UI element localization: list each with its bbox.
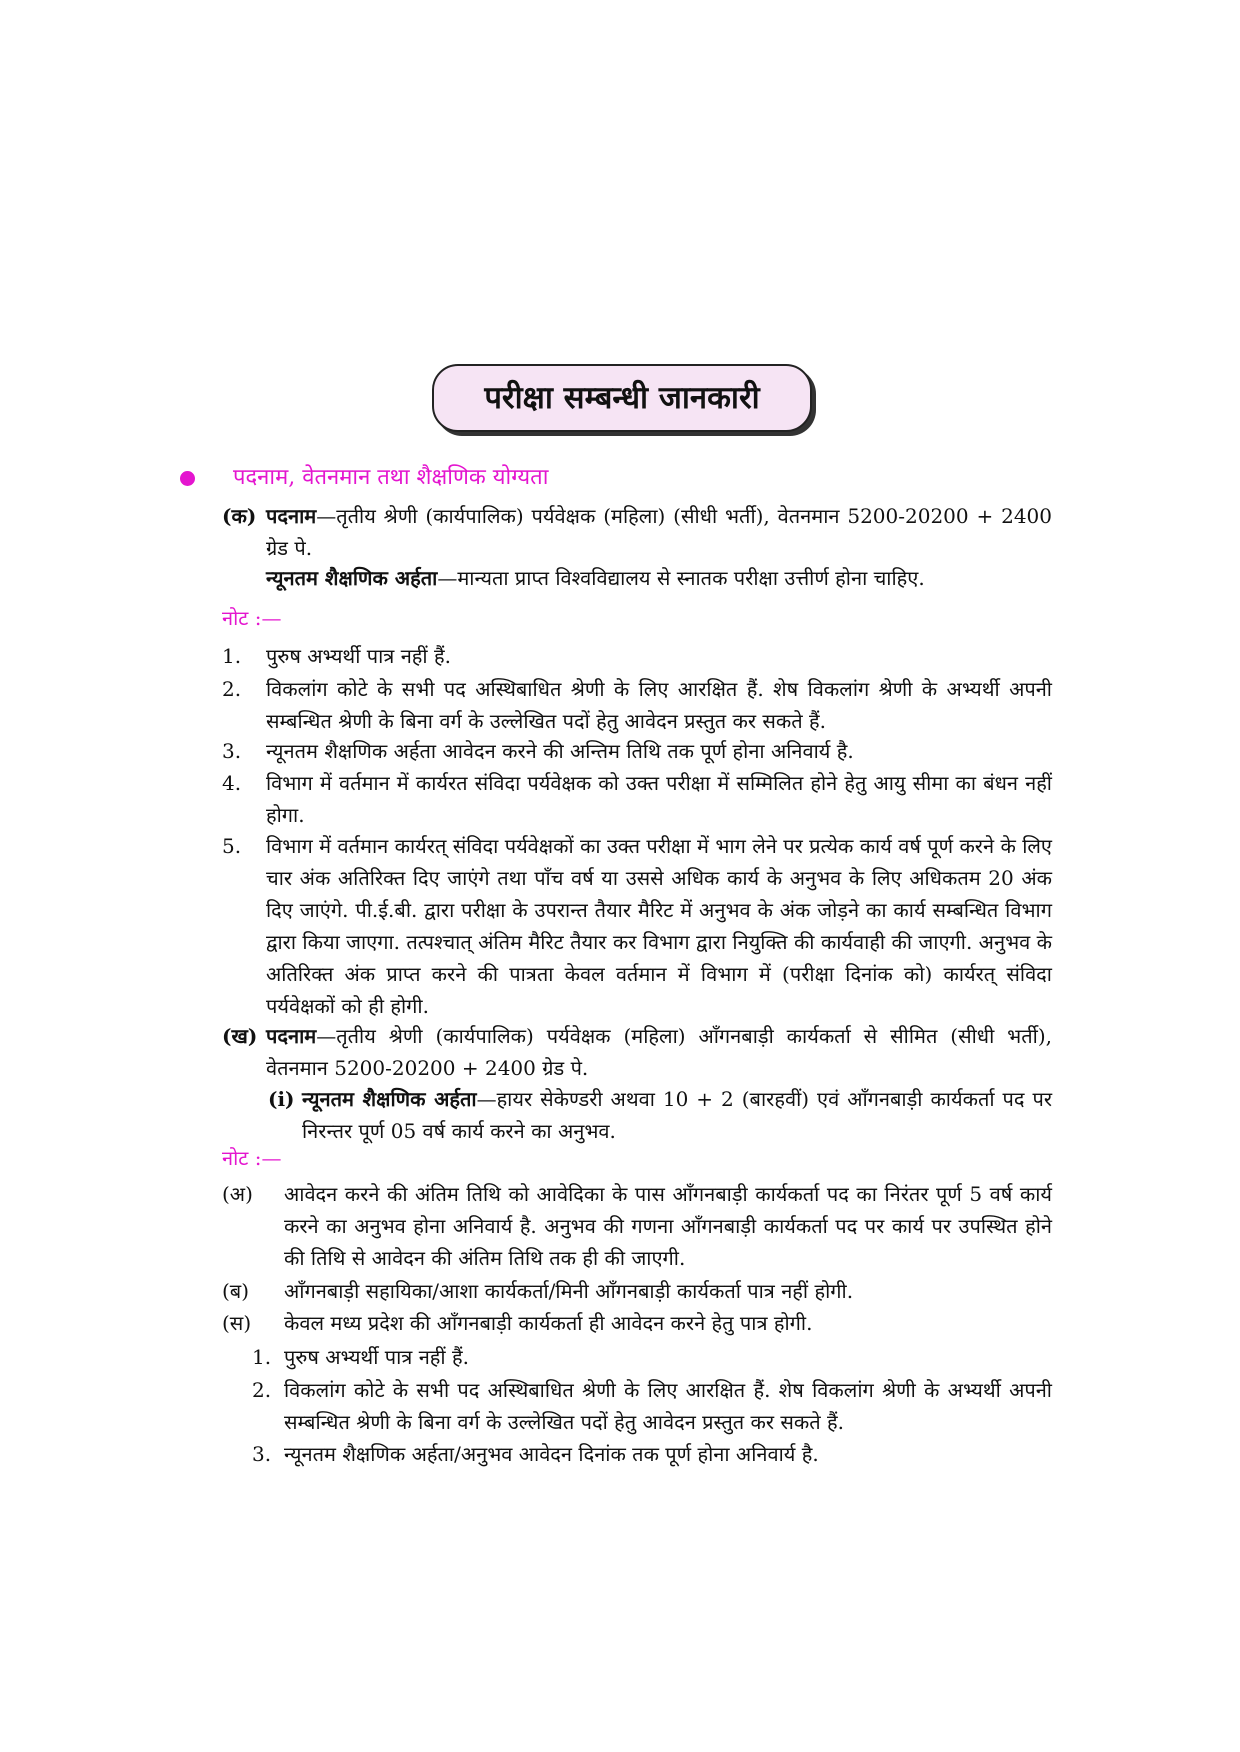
note-a-4-num: 4. [222,771,242,795]
part-a-qual-body: —मान्यता प्राप्त विश्वविद्यालय से स्नातक परीक्षा उत्तीर्ण होना चाहिए. [437,566,925,590]
note-b-2-text: विकलांग कोटे के सभी पद अस्थिबाधित श्रेणी के लिए आरक्षित हैं. शेष विकलांग श्रेणी के अभ्यर्थी अपनी सम्बन्धित श्रेणी के बिना वर्ग के उल्लेखित पदों हेतु आवेदन प्रस्तुत कर सकते हैं. [284,1378,1052,1434]
note-a-5-num: 5. [222,834,242,858]
note-b-1-text: पुरुष अभ्यर्थी पात्र नहीं हैं. [284,1345,469,1369]
note-b-c-num: (स) [222,1311,252,1335]
part-b-post-text [266,1020,1052,1084]
page-title [432,364,812,432]
note-a-3-text: न्यूनतम शैक्षणिक अर्हता आवेदन करने की अन्तिम तिथि तक पूर्ण होना अनिवार्य है. [266,739,854,763]
note-b-c-text: केवल मध्य प्रदेश की आँगनबाड़ी कार्यकर्ता ही आवेदन करने हेतु पात्र होगी. [284,1311,813,1335]
note-b-b-num: (ब) [222,1279,250,1303]
note-b-2-num: 2. [252,1378,272,1402]
note-b-b-text: आँगनबाड़ी सहायिका/आशा कार्यकर्ता/मिनी आँगनबाड़ी कार्यकर्ता पात्र नहीं होगी. [284,1279,854,1303]
part-a-label: (क) [222,504,257,528]
note-b-3-num: 3. [252,1442,272,1466]
part-a-qual-label: न्यूनतम शैक्षणिक अर्हता [266,566,438,590]
note-a-2-num: 2. [222,677,242,701]
note-a-2-text: विकलांग कोटे के सभी पद अस्थिबाधित श्रेणी के लिए आरक्षित हैं. शेष विकलांग श्रेणी के अभ्यर्थी अपनी सम्बन्धित श्रेणी के बिना वर्ग के उल्लेखित पदों हेतु आवेदन प्रस्तुत कर सकते हैं. [266,677,1052,733]
note-label-a: नोट :— [222,606,282,630]
note-b-a-num: (अ) [222,1182,253,1206]
part-a-post-text [266,500,1052,564]
note-a-3-num: 3. [222,739,242,763]
bullet-icon [180,471,195,486]
note-a-1-num: 1. [222,644,242,668]
part-b-qual-body: —हायर सेकेण्डरी अथवा 10 + 2 (बारहवीं) एवं आँगनबाड़ी कार्यकर्ता पद पर निरन्तर पूर्ण 05 वर्ष कार्य करने का अनुभव. [302,1087,1053,1143]
section-heading-text: पदनाम, वेतनमान तथा शैक्षणिक योग्यता [233,465,549,490]
part-b-qual-num: (i) [268,1087,295,1111]
note-b-3-text: न्यूनतम शैक्षणिक अर्हता/अनुभव आवेदन दिनांक तक पूर्ण होना अनिवार्य है. [284,1442,819,1466]
note-a-4-text: विभाग में वर्तमान में कार्यरत संविदा पर्यवेक्षक को उक्त परीक्षा में सम्मिलित होने हेतु आयु सीमा का बंधन नहीं होगा. [266,771,1052,827]
part-b-post-body: —तृतीय श्रेणी (कार्यपालिक) पर्यवेक्षक (महिला) आँगनबाड़ी कार्यकर्ता से सीमित (सीधी भर्ती), वेतनमान 5200-20200 + 2400 ग्रेड पे. [266,1024,1052,1080]
page-title-text: परीक्षा सम्बन्धी जानकारी [484,380,760,416]
note-a-5-text: विभाग में वर्तमान कार्यरत् संविदा पर्यवेक्षकों का उक्त परीक्षा में भाग लेने पर प्रत्येक कार्य वर्ष पूर्ण करने के लिए चार अंक अतिरिक्त दिए जाएंगे तथा पाँच वर्ष या उससे अधिक कार्य के अनुभव के लिए अधिकतम 20 अंक दिए जाएंगे. पी.ई.बी. द्वारा परीक्षा के उपरान्त तैयार मैरिट में अनुभव के अंक जोड़ने का कार्य सम्बन्धित विभाग द्वारा किया जाएगा. तत्पश्चात् अंतिम मैरिट तैयार कर विभाग द्वारा नियुक्ति की कार्यवाही की जाएगी. अनुभव के अतिरिक्त अंक प्राप्त करने की पात्रता केवल वर्तमान में विभाग में (परीक्षा दिनांक को) कार्यरत् संविदा पर्यवेक्षकों को ही होगी. [266,834,1052,1018]
part-b-post-label: पदनाम [266,1024,317,1048]
part-b-qual-text [302,1083,1052,1147]
section-heading [180,462,548,494]
note-label-b: नोट :— [222,1146,282,1170]
part-a-post-label: पदनाम [266,504,317,528]
note-b-a-text: आवेदन करने की अंतिम तिथि को आवेदिका के पास आँगनबाड़ी कार्यकर्ता पद का निरंतर पूर्ण 5 वर्ष कार्य करने का अनुभव होना अनिवार्य है. अनुभव की गणना आँगनबाड़ी कार्यकर्ता पद पर कार्य पर उपस्थित होने की तिथि से आवेदन की अंतिम तिथि तक ही की जाएगी. [284,1182,1052,1270]
part-a-qualification [266,562,1052,594]
note-a-1-text: पुरुष अभ्यर्थी पात्र नहीं हैं. [266,644,451,668]
part-b-label: (ख) [222,1024,258,1048]
part-b-qual-label: न्यूनतम शैक्षणिक अर्हता [302,1087,477,1111]
part-a-post-body: —तृतीय श्रेणी (कार्यपालिक) पर्यवेक्षक (महिला) (सीधी भर्ती), वेतनमान 5200-20200 + 2400 ग्रेड पे. [266,504,1052,560]
note-b-1-num: 1. [252,1345,272,1369]
